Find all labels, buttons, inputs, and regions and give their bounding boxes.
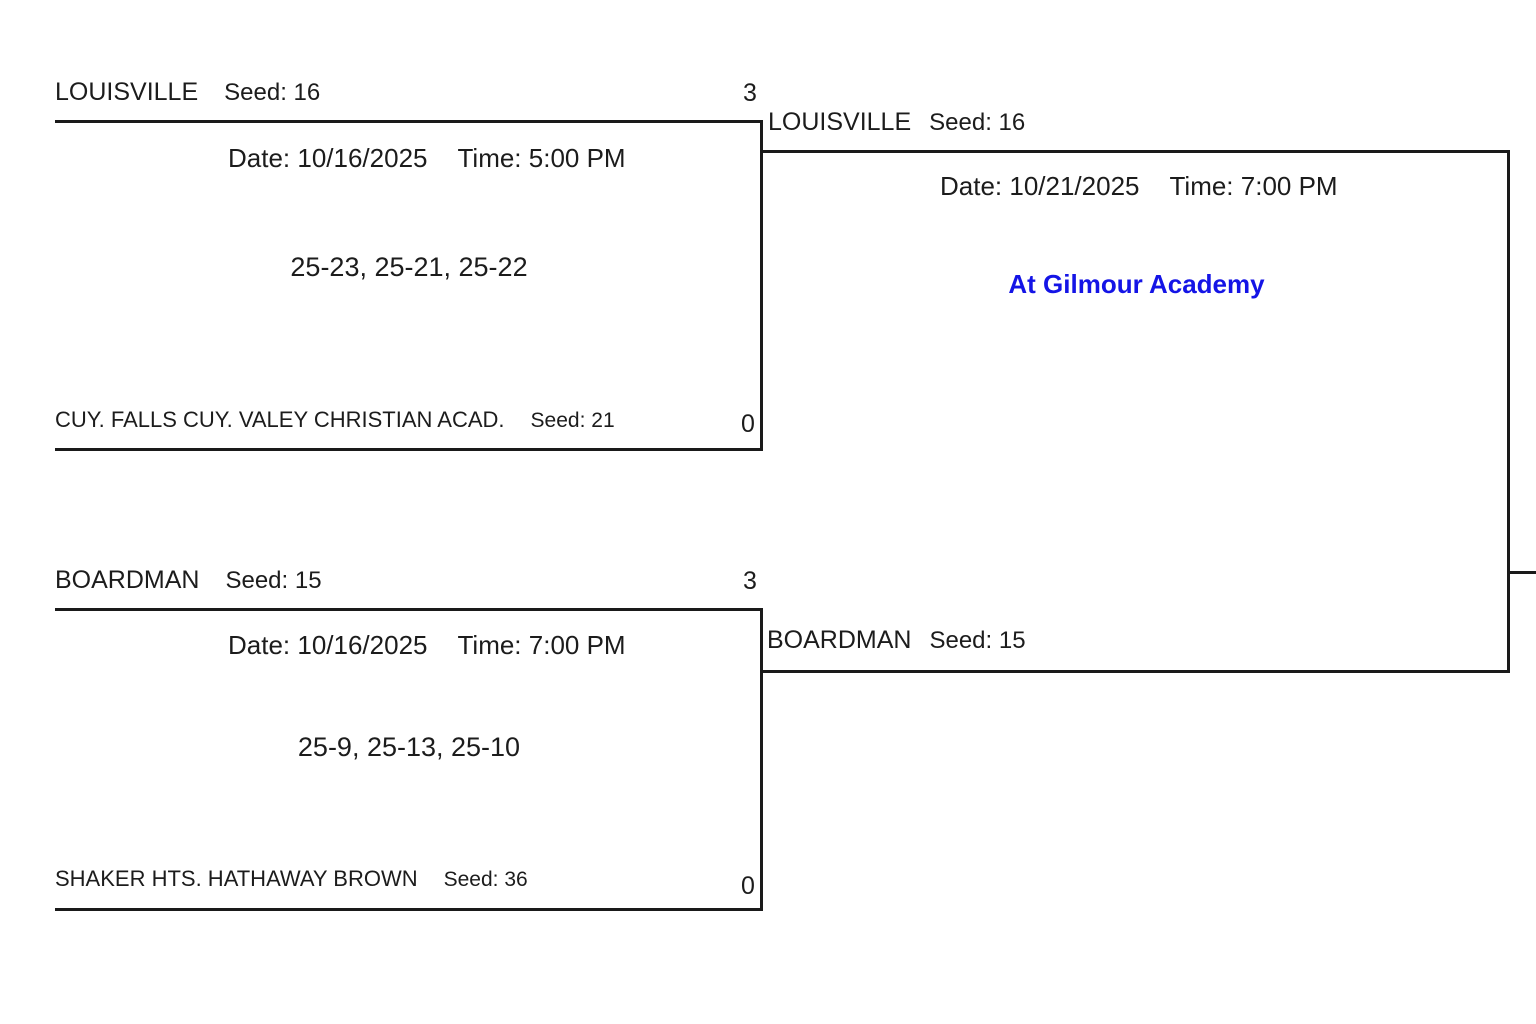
match-2-top-line xyxy=(55,608,763,611)
semifinal-team-1-seed: Seed: 16 xyxy=(929,109,1026,136)
match-1-datetime xyxy=(228,143,626,174)
semifinal-datetime xyxy=(940,171,1338,202)
match-2-team-1-row xyxy=(55,566,322,595)
match-2-team-2-seed: Seed: 36 xyxy=(443,868,528,891)
match-2-team-1-name: BOARDMAN xyxy=(55,566,200,594)
match-1-team-1-seed: Seed: 16 xyxy=(224,79,321,106)
match-2-right-line xyxy=(760,608,763,911)
match-1-team-1-row xyxy=(55,78,320,107)
semifinal-team-2-name: BOARDMAN xyxy=(767,626,912,654)
match-2-team-1-score: 3 xyxy=(743,567,757,595)
semifinal-bottom-line xyxy=(760,670,1510,673)
semifinal-date: Date: 10/21/2025 xyxy=(940,171,1140,201)
match-2-date: Date: 10/16/2025 xyxy=(228,630,428,660)
match-1-team-1-name: LOUISVILLE xyxy=(55,78,199,106)
match-2-set-scores: 25-9, 25-13, 25-10 xyxy=(297,732,521,762)
match-2-team-2-name: SHAKER HTS. HATHAWAY BROWN xyxy=(55,866,418,891)
match-2-bottom-line xyxy=(55,908,763,911)
match-2-datetime xyxy=(228,630,626,661)
match-1-set-scores: 25-23, 25-21, 25-22 xyxy=(290,252,528,282)
semifinal-top-line xyxy=(760,150,1510,153)
semifinal-team-2-seed: Seed: 15 xyxy=(929,627,1026,654)
match-2-team-2-row xyxy=(55,866,528,892)
match-1-team-2-score: 0 xyxy=(741,410,755,438)
semifinal-team-1-name: LOUISVILLE xyxy=(768,108,912,136)
match-2-team-1-seed: Seed: 15 xyxy=(225,567,322,594)
semifinal-team-1-row xyxy=(768,108,1025,137)
match-1-team-2-name: CUY. FALLS CUY. VALEY CHRISTIAN ACAD. xyxy=(55,407,505,432)
match-1-team-2-row xyxy=(55,407,615,433)
match-2-team-2-score: 0 xyxy=(741,872,755,900)
semifinal-location-link[interactable]: At Gilmour Academy xyxy=(1008,269,1265,299)
semifinal-team-2-row xyxy=(767,626,1026,655)
final-advance-line xyxy=(1507,571,1536,574)
match-1-bottom-line xyxy=(55,448,763,451)
match-1-time: Time: 5:00 PM xyxy=(457,143,626,173)
match-2-time: Time: 7:00 PM xyxy=(457,630,626,660)
match-1-team-1-score: 3 xyxy=(743,79,757,107)
semifinal-time: Time: 7:00 PM xyxy=(1169,171,1338,201)
match-1-top-line xyxy=(55,120,763,123)
match-1-team-2-seed: Seed: 21 xyxy=(530,409,615,432)
match-1-date: Date: 10/16/2025 xyxy=(228,143,428,173)
semifinal-right-line xyxy=(1507,150,1510,673)
